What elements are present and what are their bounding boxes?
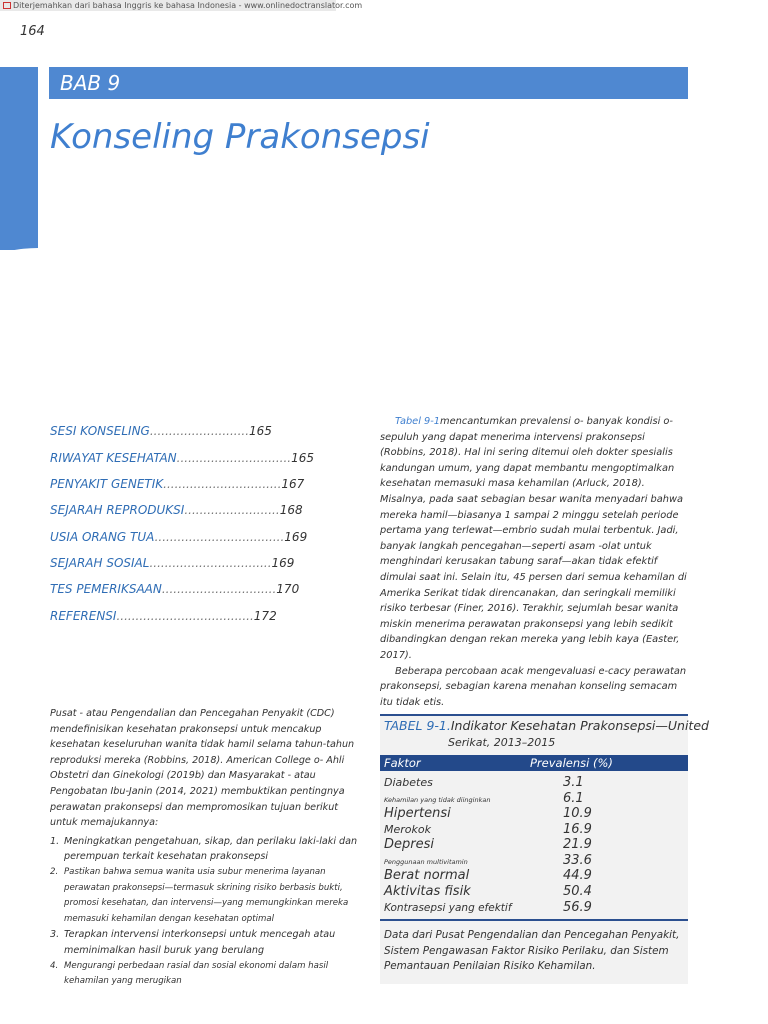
toc-item[interactable] xyxy=(50,424,330,438)
chapter-label: BAB 9 xyxy=(60,71,121,95)
factor-cell: Aktivitas fisik xyxy=(384,884,471,899)
list-number: 2. xyxy=(50,866,59,877)
toc-item-title: SEJARAH REPRODUKSI xyxy=(50,503,185,517)
toc-leader: ................................ xyxy=(149,556,272,570)
toc-page-number: 167 xyxy=(281,477,305,491)
goals-intro: Pusat - atau Pengendalian dan Pencegahan Penyakit (CDC) mendefinisikan kesehatan prakonsepsi untuk mencakup kesehatan keseluruhan wanita tidak hamil selama tahun-tahun reproduksi mereka (Robbins, 2018). American College o- Ahli Obstetri dan Ginekologi (2019b) dan Masyarakat - atau Pengobatan Ibu-Janin (2014, 2021) membuktikan pentingnya perawatan prakonsepsi dan mempromosikan tujuan berikut untuk memajukannya: xyxy=(50,708,355,829)
factor-cell: Penggunaan multivitamin xyxy=(384,858,468,866)
chapter-title: Konseling Prakonsepsi xyxy=(50,117,430,157)
table-top-rule xyxy=(380,714,688,716)
toc-item-title: SEJARAH SOSIAL xyxy=(50,556,150,570)
column-header-prevalence: Prevalensi (%) xyxy=(530,756,613,770)
prevalence-cell: 16.9 xyxy=(563,822,592,837)
prevalence-cell: 6.1 xyxy=(563,791,584,806)
factor-cell: Diabetes xyxy=(384,776,433,789)
toc-leader: .......................... xyxy=(149,424,250,438)
table-header xyxy=(380,755,688,771)
list-item xyxy=(50,927,368,958)
prevalence-cell: 3.1 xyxy=(563,775,584,790)
toc-item-title: PENYAKIT GENETIK xyxy=(50,477,164,491)
toc-item[interactable] xyxy=(50,530,330,544)
intro-paragraph-2: Beberapa percobaan acak mengevaluasi e-cacy perawatan prakonsepsi, sebagian karena menahan konseling semacam itu tidak etis. xyxy=(380,665,687,708)
factor-cell: Merokok xyxy=(384,823,431,836)
toc-item[interactable] xyxy=(50,477,330,491)
table-row xyxy=(380,900,688,915)
intro-paragraph xyxy=(380,414,690,664)
table-row xyxy=(380,806,688,821)
list-number: 1. xyxy=(50,835,60,847)
toc-leader: .............................. xyxy=(161,582,277,596)
table-row xyxy=(380,868,688,883)
list-item xyxy=(50,834,368,865)
toc-page-number: 165 xyxy=(291,451,314,465)
factor-cell: Kontrasepsi yang efektif xyxy=(384,902,512,914)
toc-item-title: TES PEMERIKSAAN xyxy=(50,582,162,596)
table-bottom-rule xyxy=(380,919,688,921)
list-item-text: Terapkan intervensi interkonsepsi untuk mencegah atau meminimalkan hasil buruk yang berulang xyxy=(64,929,336,956)
prevalence-cell: 33.6 xyxy=(563,853,592,868)
toc-page-number: 169 xyxy=(271,556,295,570)
goals-list xyxy=(50,834,368,990)
toc-page-number: 169 xyxy=(284,530,308,544)
list-item-text: Pastikan bahwa semua wanita usia subur menerima layanan perawatan prakonsepsi—termasuk skrining risiko berbasis bukti, promosi kesehatan, dan intervensi—yang memungkinkan mereka memasuki kehamilan dengan kesehatan optimal xyxy=(64,866,349,924)
toc-item[interactable] xyxy=(50,503,330,517)
table-source-note: Data dari Pusat Pengendalian dan Pencegahan Penyakit, Sistem Pengawasan Faktor Risiko Perilaku, dan Sistem Pemantauan Penilaian Risiko Kehamilan. xyxy=(384,929,680,973)
toc-leader: ............................... xyxy=(163,477,282,491)
toc-leader: .................................. xyxy=(154,530,285,544)
toc-item-title: REFERENSI xyxy=(50,609,117,623)
table-row xyxy=(380,853,688,868)
table-title xyxy=(384,718,709,733)
toc-item[interactable] xyxy=(50,451,330,465)
toc-page-number: 172 xyxy=(253,609,277,623)
toc-leader: .................................... xyxy=(116,609,254,623)
table-label: TABEL 9-1. xyxy=(384,718,451,733)
translation-banner[interactable] xyxy=(0,0,363,11)
intro-text xyxy=(380,414,690,710)
table-subtitle: Serikat, 2013–2015 xyxy=(448,736,556,749)
list-item-text: Meningkatkan pengetahuan, sikap, dan perilaku laki-laki dan perempuan terkait kesehatan prakonsepsi xyxy=(64,835,358,863)
toc-item-title: RIWAYAT KESEHATAN xyxy=(50,451,177,465)
toc-item-title: SESI KONSELING xyxy=(50,424,150,438)
table-row xyxy=(380,837,688,852)
list-item-text: Mengurangi perbedaan rasial dan sosial ekonomi dalam hasil kehamilan yang merugikan xyxy=(64,960,329,987)
toc-page-number: 170 xyxy=(276,582,300,596)
column-header-factor: Faktor xyxy=(384,756,421,770)
cdc-goals-section xyxy=(50,706,368,990)
toc-item[interactable] xyxy=(50,582,330,596)
list-number: 3. xyxy=(50,929,60,941)
prevalence-cell: 10.9 xyxy=(563,806,592,821)
table-row xyxy=(380,775,688,790)
toc-page-number: 165 xyxy=(249,424,272,438)
factor-cell: Kehamilan yang tidak diinginkan xyxy=(384,796,491,804)
toc-item[interactable] xyxy=(50,609,330,623)
factor-cell: Depresi xyxy=(384,837,434,852)
toc-leader: .............................. xyxy=(176,451,292,465)
document-icon xyxy=(3,2,11,9)
intro-paragraph-text: mencantumkan prevalensi o- banyak kondisi o-sepuluh yang dapat menerima intervensi prakonsepsi (Robbins, 2018). Hal ini sering ditemui oleh dokter spesialis kandungan umum, yang dapat membantu mengoptimalkan kesehatan memasuki masa kehamilan (Arluck, 2018). Misalnya, pada saat sebagian besar wanita menyadari bahwa mereka hamil—biasanya 1 sampai 2 minggu setelah periode pertama yang terlewat—embrio sudah mulai terbentuk. Jadi, banyak langkah pencegahan—seperti asam -olat untuk menghindari kerusakan tabung saraf—akan tidak efektif dimulai saat ini. Selain itu, 45 persen dari semua kehamilan di Amerika Serikat tidak direncanakan, dan seringkali memiliki risiko terbesar (Finer, 2016). Terakhir, sejumlah besar wanita miskin menerima perawatan prakonsepsi yang lebih sedikit dibandingkan dengan rekan mereka yang lebih kaya (Easter, 2017). xyxy=(380,416,687,661)
toc-page-number: 168 xyxy=(279,503,303,517)
toc-leader: ......................... xyxy=(184,503,280,517)
prevalence-cell: 44.9 xyxy=(563,868,592,883)
table-reference-link[interactable]: Tabel 9-1 xyxy=(395,416,441,427)
table-row xyxy=(380,822,688,837)
factor-cell: Berat normal xyxy=(384,868,470,883)
table-row xyxy=(380,884,688,899)
toc-item-title: USIA ORANG TUA xyxy=(50,530,155,544)
list-item xyxy=(50,865,368,927)
chapter-bar xyxy=(49,67,688,99)
prevalence-cell: 50.4 xyxy=(563,884,592,899)
page-number: 164 xyxy=(20,24,45,39)
factor-cell: Hipertensi xyxy=(384,806,451,821)
table-row xyxy=(380,791,688,806)
prevalence-cell: 21.9 xyxy=(563,837,592,852)
list-item xyxy=(50,959,368,990)
toc-item[interactable] xyxy=(50,556,330,570)
side-accent-strip xyxy=(0,67,38,250)
list-number: 4. xyxy=(50,960,59,971)
translation-banner-text: Diterjemahkan dari bahasa Inggris ke bahasa Indonesia - www.onlinedoctranslator.com xyxy=(13,1,363,10)
table-title-text: Indikator Kesehatan Prakonsepsi—United xyxy=(450,718,709,733)
prevalence-cell: 56.9 xyxy=(563,900,592,915)
